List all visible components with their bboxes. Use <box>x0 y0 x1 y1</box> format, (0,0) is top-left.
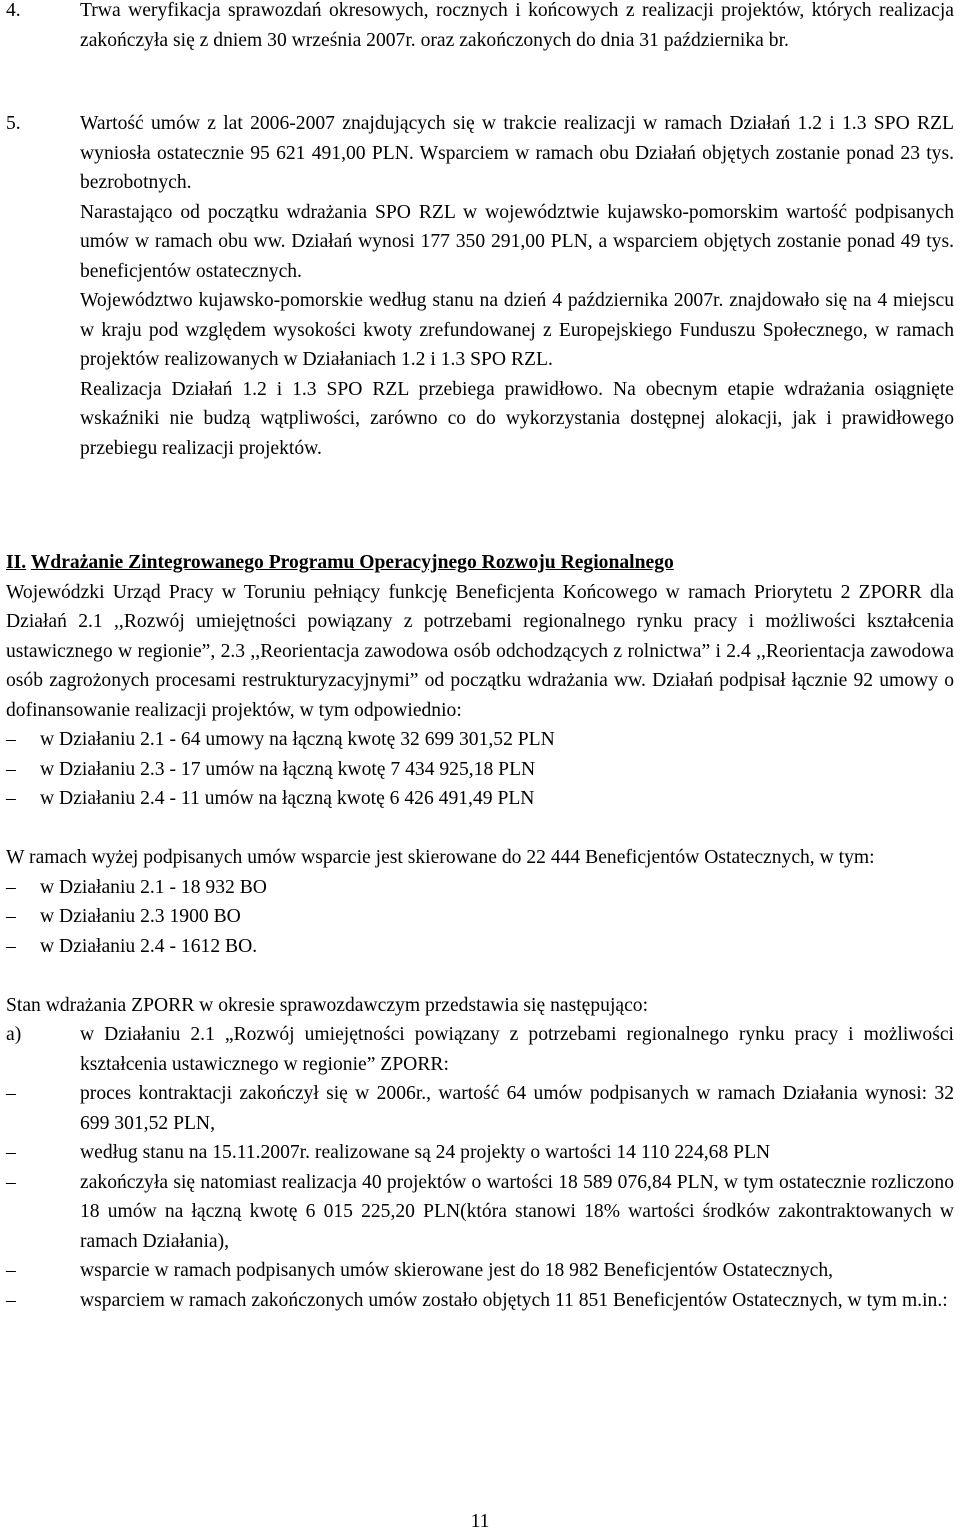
subsection-a <box>6 1020 954 1079</box>
beneficiaries-list <box>6 873 954 962</box>
section-2 <box>6 548 954 1315</box>
paragraph: Narastająco od początku wdrażania SPO RZL w województwie kujawsko-pomorskim wartość podpisanych umów w ramach obu ww. Działań wynosi 177 350 291,00 PLN, a wsparciem objętych zostanie ponad 49 tys. beneficjentów ostatecznych. <box>80 201 954 282</box>
section-number: II. <box>6 552 27 573</box>
item-number: 5. <box>6 113 21 134</box>
subsection-label: a) <box>6 1024 22 1045</box>
contracts-list <box>6 725 954 814</box>
item-number: 4. <box>6 0 21 21</box>
section-title: Wdrażanie Zintegrowanego Programu Operacyjnego Rozwoju Regionalnego <box>30 552 674 573</box>
item-text: Trwa weryfikacja sprawozdań okresowych, rocznych i końcowych z realizacji projektów, których realizacja zakończyła się z dniem 30 września 2007r. oraz zakończonych do dnia 31 października br. <box>80 0 954 51</box>
list-item: – według stanu na 15.11.2007r. realizowane są 24 projekty o wartości 14 110 224,68 PLN <box>6 1142 771 1163</box>
list-item: – w Działaniu 2.4 - 11 umów na łączną kwotę 6 426 491,49 PLN <box>6 788 535 809</box>
paragraph: Województwo kujawsko-pomorskie według stanu na dzień 4 października 2007r. znajdowało się na 4 miejscu w kraju pod względem wysokości kwoty zrefundowanej z Europejskiego Funduszu Społecznego, w ramach projektów realizowanych w Działaniach 1.2 i 1.3 SPO RZL. <box>80 290 954 370</box>
section-heading <box>6 548 954 578</box>
paragraph: Realizacja Działań 1.2 i 1.3 SPO RZL przebiega prawidłowo. Na obecnym etapie wdrażania osiągnięte wskaźniki nie budzą wątpliwości, zarówno co do wykorzystania dostępnej alokacji, jak i prawidłowego przebiegu realizacji projektów. <box>80 378 954 459</box>
beneficiaries-intro: W ramach wyżej podpisanych umów wsparcie jest skierowane do 22 444 Beneficjentów Ostatecznych, w tym: <box>6 847 875 868</box>
list-item-4 <box>6 0 954 55</box>
list-item: – wsparcie w ramach podpisanych umów skierowane jest do 18 982 Beneficjentów Ostatecznych, <box>6 1260 834 1281</box>
status-intro: Stan wdrażania ZPORR w okresie sprawozdawczym przedstawia się następująco: <box>6 994 649 1016</box>
list-item: – w Działaniu 2.1 - 64 umowy na łączną kwotę 32 699 301,52 PLN <box>6 729 555 750</box>
list-item: – w Działaniu 2.3 1900 BO <box>6 906 241 927</box>
paragraph: Wartość umów z lat 2006-2007 znajdujących się w trakcie realizacji w ramach Działań 1.2 i 1.3 SPO RZL wyniosła ostatecznie 95 621 491,00 PLN. Wsparciem w ramach obu Działań objętych zostanie ponad 23 tys. bezrobotnych. <box>80 113 954 193</box>
list-item: – zakończyła się natomiast realizacja 40 projektów o wartości 18 589 076,84 PLN, w tym ostatecznie rozliczono 18 umów na łączną kwotę 6 015 225,20 PLN(która stanowi 18% wartości środków zakontraktowanych w ramach Działania), <box>6 1171 954 1252</box>
list-item: – proces kontraktacji zakończył się w 2006r., wartość 64 umów podpisanych w ramach Działania wynosi: 32 699 301,52 PLN, <box>6 1083 954 1134</box>
section-intro: Wojewódzki Urząd Pracy w Toruniu pełniący funkcję Beneficjenta Końcowego w ramach Priorytetu 2 ZPORR dla Działań 2.1 ,,Rozwój umiejętności powiązany z potrzebami regionalnego rynku pracy i możliwości kształcenia ustawicznego w regionie”, 2.3 ,,Reorientacja zawodowa osób odchodzących z rolnictwa” i 2.4 ,,Reorientacja zawodowa osób zagrożonych procesami restrukturyzacyjnymi” od początku wdrażania ww. Działań podpisał łącznie 92 umowy o dofinansowanie realizacji projektów, w tym odpowiednio: <box>6 581 954 721</box>
list-item: – w Działaniu 2.4 - 1612 BO. <box>6 935 258 957</box>
list-item: – wsparciem w ramach zakończonych umów zostało objętych 11 851 Beneficjentów Ostatecznych, w tym m.in.: <box>6 1289 948 1311</box>
list-item: – w Działaniu 2.3 - 17 umów na łączną kwotę 7 434 925,18 PLN <box>6 758 536 780</box>
subsection-title: w Działaniu 2.1 „Rozwój umiejętności powiązany z potrzebami regionalnego rynku pracy i możliwości kształcenia ustawicznego w regionie” ZPORR: <box>80 1024 954 1075</box>
list-item: – w Działaniu 2.1 - 18 932 BO <box>6 876 267 898</box>
subsection-a-list <box>6 1079 954 1315</box>
page-number: 11 <box>470 1511 490 1532</box>
list-item-5 <box>6 109 954 463</box>
